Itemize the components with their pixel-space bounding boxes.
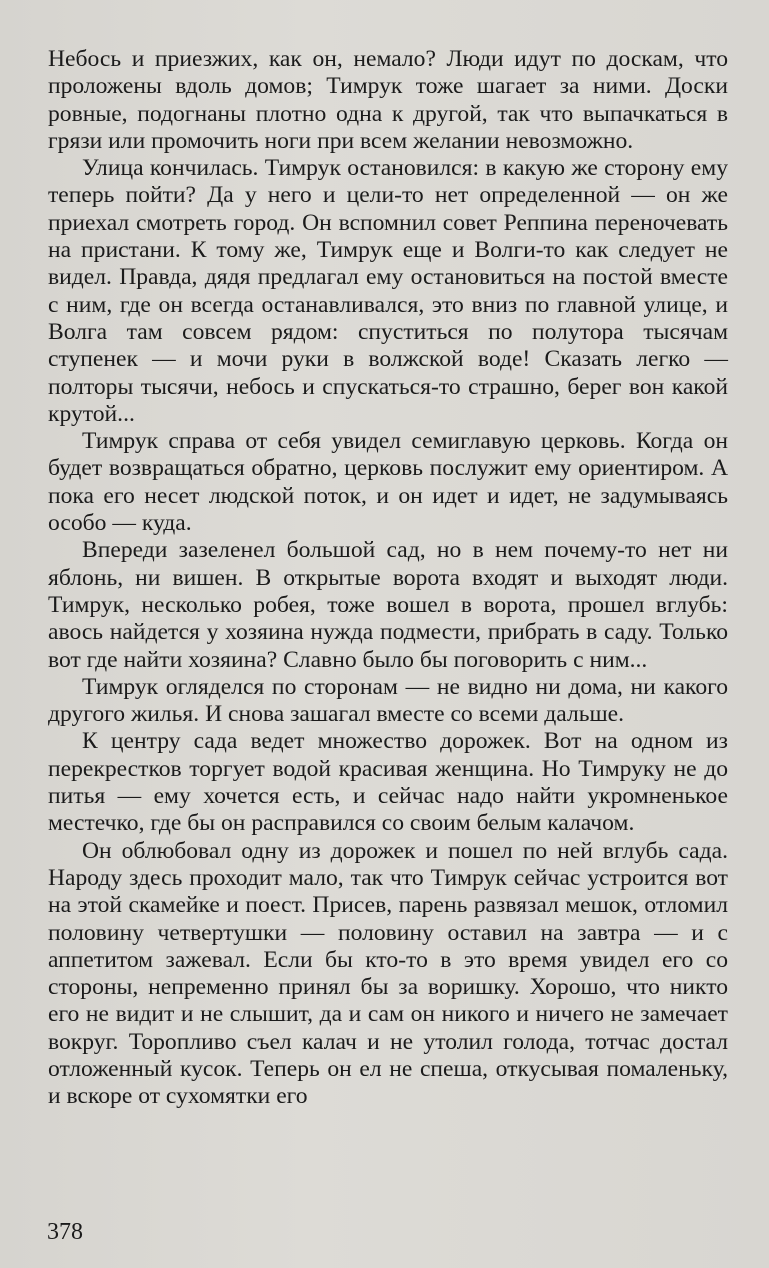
paragraph-4: Впереди зазеленел большой сад, но в нем почему-то нет ни яблонь, ни вишен. В открытые ворота входят и выходят люди. Тимрук, несколько робея, тоже вошел в ворота, прошел вглубь: авось найдется у хозяина нужда подмести, прибрать в саду. Только вот где найти хозяина? Славно было бы поговорить с ним... — [48, 537, 728, 673]
body-text — [48, 46, 728, 1111]
paragraph-7: Он облюбовал одну из дорожек и пошел по ней вглубь сада. Народу здесь проходит мало, так что Тимрук сейчас устроится вот на этой скамейке и поест. Присев, парень развязал мешок, отломил половину четвертушки — половину оставил на завтра — и с аппетитом зажевал. Если бы кто-то в это время увидел его со стороны, непременно принял бы за воришку. Хорошо, что никто его не видит и не слышит, да и сам он никого и ничего не замечает вокруг. Торопливо съел калач и не утолил голода, тотчас достал отложенный кусок. Теперь он ел не спеша, откусывая помаленьку, и вскоре от сухомятки его — [48, 837, 728, 1110]
page-number: 378 — [47, 1219, 83, 1245]
paragraph-6: К центру сада ведет множество дорожек. Вот на одном из перекрестков торгует водой красивая женщина. Но Тимруку не до питья — ему хочется есть, и сейчас надо найти укромненькое местечко, где бы он расправился со своим белым калачом. — [48, 728, 728, 837]
paragraph-3: Тимрук справа от себя увидел семиглавую церковь. Когда он будет возвращаться обратно, церковь послужит ему ориентиром. А пока его несет людской поток, и он идет и идет, не задумываясь особо — куда. — [48, 428, 728, 537]
paragraph-1: Небось и приезжих, как он, немало? Люди идут по доскам, что проложены вдоль домов; Тимрук тоже шагает за ними. Доски ровные, подогнаны плотно одна к другой, так что выпачкаться в грязи или промочить ноги при всем желании невозможно. — [48, 46, 728, 154]
paragraph-5: Тимрук огляделся по сторонам — не видно ни дома, ни какого другого жилья. И снова зашагал вместе со всеми дальше. — [48, 673, 728, 728]
paragraph-2: Улица кончилась. Тимрук остановился: в какую же сторону ему теперь пойти? Да у него и цели-то нет определенной — он же приехал смотреть город. Он вспомнил совет Реппина переночевать на пристани. К тому же, Тимрук еще и Волги-то как следует не видел. Правда, дядя предлагал ему остановиться на постой вместе с ним, где он всегда останавливался, это вниз по главной улице, и Волга там совсем рядом: спуститься по полутора тысячам ступенек — и мочи руки в волжской воде! Сказать легко — полторы тысячи, небось и спускаться-то страшно, берег вон какой крутой... — [48, 155, 728, 427]
